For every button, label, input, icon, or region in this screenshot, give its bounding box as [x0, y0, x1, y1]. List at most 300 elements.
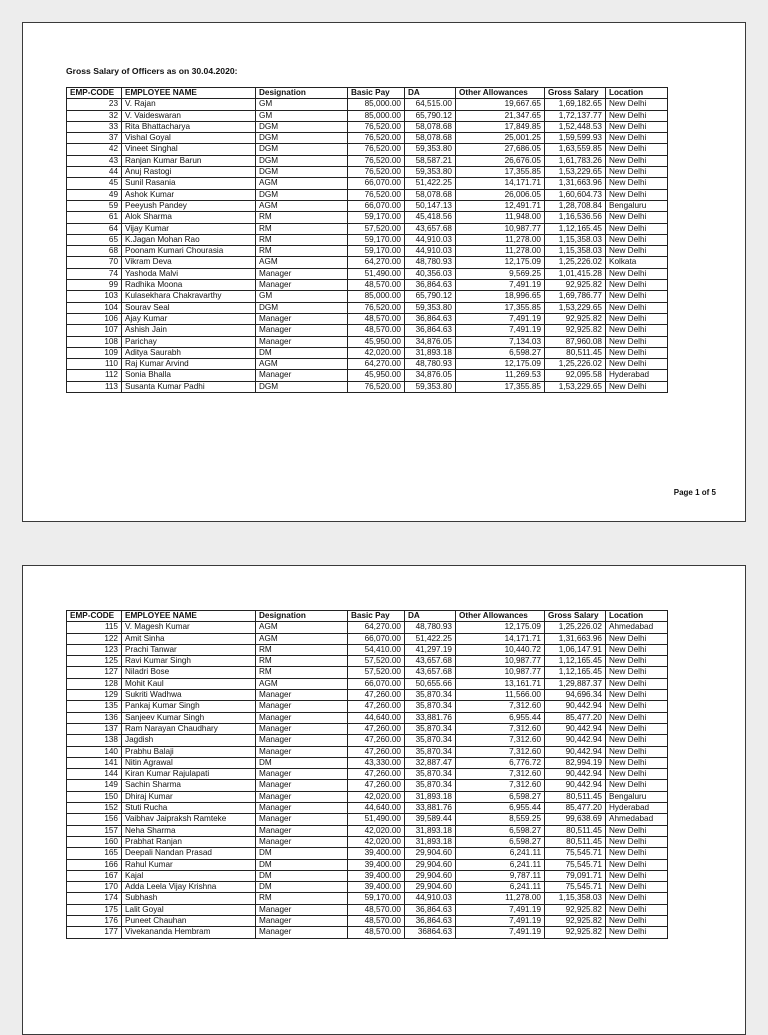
- cell-basic-pay: 66,070.00: [348, 178, 405, 189]
- cell-gross-salary: 90,442.94: [545, 701, 606, 712]
- cell-basic-pay: 66,070.00: [348, 200, 405, 211]
- cell-gross-salary: 1,25,226.02: [545, 359, 606, 370]
- cell-emp-code: 140: [67, 746, 122, 757]
- cell-other-allowances: 7,491.19: [456, 325, 545, 336]
- cell-gross-salary: 1,53,229.65: [545, 167, 606, 178]
- cell-other-allowances: 6,598.27: [456, 791, 545, 802]
- cell-other-allowances: 18,996.65: [456, 291, 545, 302]
- cell-gross-salary: 92,925.82: [545, 313, 606, 324]
- cell-emp-code: 160: [67, 836, 122, 847]
- cell-designation: AGM: [256, 257, 348, 268]
- cell-other-allowances: 7,312.60: [456, 769, 545, 780]
- cell-gross-salary: 1,61,783.26: [545, 155, 606, 166]
- cell-basic-pay: 47,260.00: [348, 780, 405, 791]
- cell-location: New Delhi: [606, 893, 668, 904]
- cell-emp-code: 170: [67, 882, 122, 893]
- cell-employee-name: Parichay: [122, 336, 256, 347]
- cell-employee-name: Vivekananda Hembram: [122, 927, 256, 938]
- cell-employee-name: Aditya Saurabh: [122, 347, 256, 358]
- cell-designation: GM: [256, 99, 348, 110]
- cell-other-allowances: 7,491.19: [456, 280, 545, 291]
- cell-employee-name: Ajay Kumar: [122, 313, 256, 324]
- cell-designation: RM: [256, 246, 348, 257]
- cell-gross-salary: 92,925.82: [545, 916, 606, 927]
- cell-basic-pay: 47,260.00: [348, 769, 405, 780]
- cell-basic-pay: 64,270.00: [348, 622, 405, 633]
- cell-employee-name: Sachin Sharma: [122, 780, 256, 791]
- cell-emp-code: 99: [67, 280, 122, 291]
- table-row: [67, 381, 668, 392]
- cell-da: 35,870.34: [405, 723, 456, 734]
- cell-basic-pay: 43,330.00: [348, 757, 405, 768]
- cell-da: 31,893.18: [405, 347, 456, 358]
- cell-designation: Manager: [256, 825, 348, 836]
- header-gross-salary: Gross Salary: [545, 611, 606, 622]
- cell-da: 58,078.68: [405, 133, 456, 144]
- cell-designation: DM: [256, 347, 348, 358]
- table-row: [67, 893, 668, 904]
- cell-da: 35,870.34: [405, 735, 456, 746]
- cell-emp-code: 122: [67, 633, 122, 644]
- cell-employee-name: Amit Sinha: [122, 633, 256, 644]
- cell-gross-salary: 1,53,229.65: [545, 381, 606, 392]
- cell-basic-pay: 42,020.00: [348, 791, 405, 802]
- table-row: [67, 916, 668, 927]
- cell-other-allowances: 11,278.00: [456, 234, 545, 245]
- cell-da: 35,870.34: [405, 769, 456, 780]
- cell-da: 50,147.13: [405, 200, 456, 211]
- cell-da: 29,904.60: [405, 848, 456, 859]
- cell-emp-code: 61: [67, 212, 122, 223]
- cell-employee-name: Kulasekhara Chakravarthy: [122, 291, 256, 302]
- cell-da: 59,353.80: [405, 381, 456, 392]
- cell-designation: Manager: [256, 280, 348, 291]
- cell-location: New Delhi: [606, 633, 668, 644]
- table-row: [67, 723, 668, 734]
- header-gross-salary: Gross Salary: [545, 88, 606, 99]
- cell-location: New Delhi: [606, 223, 668, 234]
- cell-location: New Delhi: [606, 234, 668, 245]
- cell-location: New Delhi: [606, 836, 668, 847]
- cell-gross-salary: 90,442.94: [545, 723, 606, 734]
- cell-emp-code: 176: [67, 916, 122, 927]
- cell-designation: Manager: [256, 712, 348, 723]
- cell-designation: AGM: [256, 178, 348, 189]
- cell-designation: Manager: [256, 904, 348, 915]
- cell-employee-name: Puneet Chauhan: [122, 916, 256, 927]
- cell-location: New Delhi: [606, 656, 668, 667]
- header-location: Location: [606, 611, 668, 622]
- table-row: [67, 302, 668, 313]
- cell-gross-salary: 75,545.71: [545, 859, 606, 870]
- cell-designation: DGM: [256, 144, 348, 155]
- table-row: [67, 927, 668, 938]
- header-basic-pay: Basic Pay: [348, 88, 405, 99]
- cell-basic-pay: 47,260.00: [348, 701, 405, 712]
- cell-employee-name: V. Rajan: [122, 99, 256, 110]
- cell-gross-salary: 1,12,165.45: [545, 667, 606, 678]
- cell-emp-code: 106: [67, 313, 122, 324]
- cell-designation: AGM: [256, 678, 348, 689]
- cell-other-allowances: 13,161.71: [456, 678, 545, 689]
- cell-employee-name: Vishal Goyal: [122, 133, 256, 144]
- cell-emp-code: 103: [67, 291, 122, 302]
- table-row: [67, 882, 668, 893]
- cell-location: New Delhi: [606, 167, 668, 178]
- cell-gross-salary: 1,69,786.77: [545, 291, 606, 302]
- cell-designation: DM: [256, 859, 348, 870]
- cell-other-allowances: 6,241.11: [456, 848, 545, 859]
- cell-basic-pay: 76,520.00: [348, 302, 405, 313]
- table-row: [67, 735, 668, 746]
- cell-other-allowances: 6,598.27: [456, 836, 545, 847]
- cell-designation: DGM: [256, 167, 348, 178]
- cell-employee-name: Sunil Rasania: [122, 178, 256, 189]
- table-row: [67, 690, 668, 701]
- table-row: [67, 347, 668, 358]
- cell-emp-code: 64: [67, 223, 122, 234]
- cell-da: 58,078.68: [405, 121, 456, 132]
- cell-designation: Manager: [256, 701, 348, 712]
- table-header-row: [67, 611, 668, 622]
- cell-emp-code: 157: [67, 825, 122, 836]
- cell-da: 51,422.25: [405, 178, 456, 189]
- cell-da: 45,418.56: [405, 212, 456, 223]
- cell-gross-salary: 1,25,226.02: [545, 257, 606, 268]
- header-designation: Designation: [256, 611, 348, 622]
- table-row: [67, 189, 668, 200]
- cell-da: 36,864.63: [405, 313, 456, 324]
- table-row: [67, 110, 668, 121]
- cell-designation: Manager: [256, 723, 348, 734]
- cell-emp-code: 68: [67, 246, 122, 257]
- table-row: [67, 313, 668, 324]
- cell-designation: RM: [256, 667, 348, 678]
- cell-emp-code: 127: [67, 667, 122, 678]
- cell-da: 44,910.03: [405, 893, 456, 904]
- cell-basic-pay: 76,520.00: [348, 121, 405, 132]
- table-row: [67, 133, 668, 144]
- cell-designation: AGM: [256, 200, 348, 211]
- cell-location: New Delhi: [606, 381, 668, 392]
- cell-designation: RM: [256, 212, 348, 223]
- table-row: [67, 712, 668, 723]
- table-row: [67, 99, 668, 110]
- cell-designation: AGM: [256, 633, 348, 644]
- cell-other-allowances: 9,569.25: [456, 268, 545, 279]
- cell-location: New Delhi: [606, 769, 668, 780]
- cell-gross-salary: 1,12,165.45: [545, 656, 606, 667]
- cell-location: New Delhi: [606, 746, 668, 757]
- table-row: [67, 144, 668, 155]
- cell-emp-code: 135: [67, 701, 122, 712]
- cell-basic-pay: 48,570.00: [348, 325, 405, 336]
- cell-basic-pay: 48,570.00: [348, 280, 405, 291]
- cell-employee-name: Prachi Tanwar: [122, 644, 256, 655]
- cell-designation: AGM: [256, 622, 348, 633]
- cell-other-allowances: 11,269.53: [456, 370, 545, 381]
- cell-location: New Delhi: [606, 212, 668, 223]
- cell-location: New Delhi: [606, 723, 668, 734]
- cell-employee-name: Jagdish: [122, 735, 256, 746]
- cell-gross-salary: 1,59,599.93: [545, 133, 606, 144]
- table-row: [67, 870, 668, 881]
- cell-designation: DGM: [256, 189, 348, 200]
- table-row: [67, 336, 668, 347]
- cell-other-allowances: 7,491.19: [456, 313, 545, 324]
- cell-gross-salary: 1,06,147.91: [545, 644, 606, 655]
- cell-employee-name: Vineet Singhal: [122, 144, 256, 155]
- table-row: [67, 359, 668, 370]
- cell-employee-name: Kajal: [122, 870, 256, 881]
- cell-other-allowances: 7,491.19: [456, 916, 545, 927]
- cell-basic-pay: 51,490.00: [348, 268, 405, 279]
- table-row: [67, 814, 668, 825]
- header-da: DA: [405, 88, 456, 99]
- cell-designation: Manager: [256, 325, 348, 336]
- cell-designation: Manager: [256, 791, 348, 802]
- cell-da: 44,910.03: [405, 246, 456, 257]
- cell-da: 43,657.68: [405, 656, 456, 667]
- cell-employee-name: Ravi Kumar Singh: [122, 656, 256, 667]
- cell-da: 36,864.63: [405, 280, 456, 291]
- cell-basic-pay: 76,520.00: [348, 155, 405, 166]
- cell-da: 35,870.34: [405, 780, 456, 791]
- cell-gross-salary: 1,63,559.85: [545, 144, 606, 155]
- cell-da: 64,515.00: [405, 99, 456, 110]
- cell-basic-pay: 64,270.00: [348, 257, 405, 268]
- cell-location: New Delhi: [606, 99, 668, 110]
- cell-designation: DGM: [256, 155, 348, 166]
- table-row: [67, 746, 668, 757]
- cell-employee-name: Rita Bhattacharya: [122, 121, 256, 132]
- cell-designation: Manager: [256, 803, 348, 814]
- cell-gross-salary: 1,69,182.65: [545, 99, 606, 110]
- cell-designation: DGM: [256, 381, 348, 392]
- cell-da: 36,864.63: [405, 904, 456, 915]
- cell-employee-name: Ashish Jain: [122, 325, 256, 336]
- cell-other-allowances: 26,676.05: [456, 155, 545, 166]
- cell-designation: Manager: [256, 336, 348, 347]
- cell-location: Hyderabad: [606, 803, 668, 814]
- cell-location: Ahmedabad: [606, 814, 668, 825]
- cell-location: New Delhi: [606, 178, 668, 189]
- cell-designation: Manager: [256, 814, 348, 825]
- cell-da: 39,589.44: [405, 814, 456, 825]
- cell-basic-pay: 39,400.00: [348, 859, 405, 870]
- cell-other-allowances: 6,598.27: [456, 825, 545, 836]
- cell-gross-salary: 80,511.45: [545, 836, 606, 847]
- cell-employee-name: Peeyush Pandey: [122, 200, 256, 211]
- table-row: [67, 200, 668, 211]
- cell-emp-code: 37: [67, 133, 122, 144]
- cell-basic-pay: 76,520.00: [348, 144, 405, 155]
- cell-employee-name: Sonia Bhalla: [122, 370, 256, 381]
- cell-emp-code: 44: [67, 167, 122, 178]
- cell-designation: Manager: [256, 313, 348, 324]
- cell-location: New Delhi: [606, 325, 668, 336]
- cell-gross-salary: 99,638.69: [545, 814, 606, 825]
- cell-location: Kolkata: [606, 257, 668, 268]
- cell-employee-name: V. Vaideswaran: [122, 110, 256, 121]
- cell-designation: Manager: [256, 735, 348, 746]
- cell-employee-name: Poonam Kumari Chourasia: [122, 246, 256, 257]
- cell-location: New Delhi: [606, 246, 668, 257]
- cell-gross-salary: 79,091.71: [545, 870, 606, 881]
- cell-employee-name: Prabhat Ranjan: [122, 836, 256, 847]
- cell-other-allowances: 6,955.44: [456, 712, 545, 723]
- header-emp-code: EMP-CODE: [67, 611, 122, 622]
- cell-designation: RM: [256, 656, 348, 667]
- cell-basic-pay: 47,260.00: [348, 746, 405, 757]
- cell-emp-code: 156: [67, 814, 122, 825]
- cell-other-allowances: 7,312.60: [456, 701, 545, 712]
- table-row: [67, 291, 668, 302]
- cell-emp-code: 49: [67, 189, 122, 200]
- cell-other-allowances: 25,001.25: [456, 133, 545, 144]
- cell-emp-code: 150: [67, 791, 122, 802]
- cell-da: 33,881.76: [405, 712, 456, 723]
- cell-location: New Delhi: [606, 155, 668, 166]
- table-row: [67, 223, 668, 234]
- cell-employee-name: Anuj Rastogi: [122, 167, 256, 178]
- cell-basic-pay: 42,020.00: [348, 825, 405, 836]
- cell-emp-code: 123: [67, 644, 122, 655]
- cell-basic-pay: 39,400.00: [348, 882, 405, 893]
- cell-emp-code: 152: [67, 803, 122, 814]
- cell-other-allowances: 11,948.00: [456, 212, 545, 223]
- cell-da: 59,353.80: [405, 302, 456, 313]
- cell-other-allowances: 14,171.71: [456, 178, 545, 189]
- cell-designation: DM: [256, 882, 348, 893]
- table-row: [67, 757, 668, 768]
- cell-da: 43,657.68: [405, 667, 456, 678]
- cell-emp-code: 42: [67, 144, 122, 155]
- cell-basic-pay: 76,520.00: [348, 381, 405, 392]
- cell-gross-salary: 1,60,604.73: [545, 189, 606, 200]
- cell-other-allowances: 8,559.25: [456, 814, 545, 825]
- cell-emp-code: 113: [67, 381, 122, 392]
- cell-employee-name: Ashok Kumar: [122, 189, 256, 200]
- cell-designation: RM: [256, 223, 348, 234]
- table-row: [67, 268, 668, 279]
- cell-other-allowances: 6,241.11: [456, 859, 545, 870]
- cell-location: New Delhi: [606, 189, 668, 200]
- header-employee-name: EMPLOYEE NAME: [122, 611, 256, 622]
- cell-gross-salary: 1,31,663.96: [545, 633, 606, 644]
- cell-emp-code: 128: [67, 678, 122, 689]
- cell-other-allowances: 6,955.44: [456, 803, 545, 814]
- cell-designation: Manager: [256, 780, 348, 791]
- cell-emp-code: 65: [67, 234, 122, 245]
- cell-other-allowances: 10,987.77: [456, 223, 545, 234]
- cell-gross-salary: 92,095.58: [545, 370, 606, 381]
- cell-other-allowances: 10,987.77: [456, 656, 545, 667]
- cell-designation: DM: [256, 848, 348, 859]
- cell-employee-name: Alok Sharma: [122, 212, 256, 223]
- cell-da: 65,790.12: [405, 291, 456, 302]
- table-row: [67, 370, 668, 381]
- cell-da: 34,876.05: [405, 370, 456, 381]
- cell-other-allowances: 11,566.00: [456, 690, 545, 701]
- cell-location: New Delhi: [606, 678, 668, 689]
- cell-employee-name: Sanjeev Kumar Singh: [122, 712, 256, 723]
- cell-da: 33,881.76: [405, 803, 456, 814]
- cell-da: 29,904.60: [405, 882, 456, 893]
- cell-location: New Delhi: [606, 712, 668, 723]
- cell-employee-name: Lalit Goyal: [122, 904, 256, 915]
- cell-location: New Delhi: [606, 133, 668, 144]
- cell-other-allowances: 12,491.71: [456, 200, 545, 211]
- cell-other-allowances: 7,312.60: [456, 723, 545, 734]
- table-row: [67, 325, 668, 336]
- cell-location: New Delhi: [606, 701, 668, 712]
- cell-emp-code: 129: [67, 690, 122, 701]
- cell-emp-code: 59: [67, 200, 122, 211]
- cell-location: New Delhi: [606, 882, 668, 893]
- cell-basic-pay: 85,000.00: [348, 99, 405, 110]
- document-page-2: [22, 565, 746, 1035]
- cell-basic-pay: 59,170.00: [348, 234, 405, 245]
- table-row: [67, 656, 668, 667]
- cell-da: 43,657.68: [405, 223, 456, 234]
- cell-employee-name: Raj Kumar Arvind: [122, 359, 256, 370]
- cell-other-allowances: 12,175.09: [456, 622, 545, 633]
- cell-designation: Manager: [256, 927, 348, 938]
- cell-basic-pay: 45,950.00: [348, 370, 405, 381]
- cell-employee-name: Sukriti Wadhwa: [122, 690, 256, 701]
- cell-employee-name: Niladri Bose: [122, 667, 256, 678]
- cell-designation: DGM: [256, 133, 348, 144]
- cell-emp-code: 32: [67, 110, 122, 121]
- cell-location: New Delhi: [606, 336, 668, 347]
- cell-other-allowances: 26,006.05: [456, 189, 545, 200]
- cell-da: 29,904.60: [405, 870, 456, 881]
- salary-table: [66, 87, 668, 393]
- cell-location: New Delhi: [606, 825, 668, 836]
- cell-emp-code: 166: [67, 859, 122, 870]
- table-row: [67, 667, 668, 678]
- cell-gross-salary: 1,15,358.03: [545, 893, 606, 904]
- cell-designation: Manager: [256, 836, 348, 847]
- document-page-1: [22, 22, 746, 522]
- cell-employee-name: Pankaj Kumar Singh: [122, 701, 256, 712]
- cell-gross-salary: 1,29,887.37: [545, 678, 606, 689]
- cell-other-allowances: 11,278.00: [456, 893, 545, 904]
- cell-gross-salary: 85,477.20: [545, 712, 606, 723]
- cell-gross-salary: 87,960.08: [545, 336, 606, 347]
- cell-other-allowances: 12,175.09: [456, 359, 545, 370]
- cell-location: New Delhi: [606, 780, 668, 791]
- table-row: [67, 701, 668, 712]
- cell-basic-pay: 59,170.00: [348, 893, 405, 904]
- cell-emp-code: 136: [67, 712, 122, 723]
- table-row: [67, 859, 668, 870]
- cell-other-allowances: 7,312.60: [456, 780, 545, 791]
- table-row: [67, 212, 668, 223]
- cell-employee-name: Ranjan Kumar Barun: [122, 155, 256, 166]
- cell-gross-salary: 80,511.45: [545, 791, 606, 802]
- cell-gross-salary: 1,72,137.77: [545, 110, 606, 121]
- table-row: [67, 848, 668, 859]
- cell-basic-pay: 42,020.00: [348, 347, 405, 358]
- cell-basic-pay: 76,520.00: [348, 189, 405, 200]
- cell-da: 34,876.05: [405, 336, 456, 347]
- cell-basic-pay: 44,640.00: [348, 712, 405, 723]
- cell-basic-pay: 44,640.00: [348, 803, 405, 814]
- header-other-allowances: Other Allowances: [456, 88, 545, 99]
- cell-employee-name: Vikram Deva: [122, 257, 256, 268]
